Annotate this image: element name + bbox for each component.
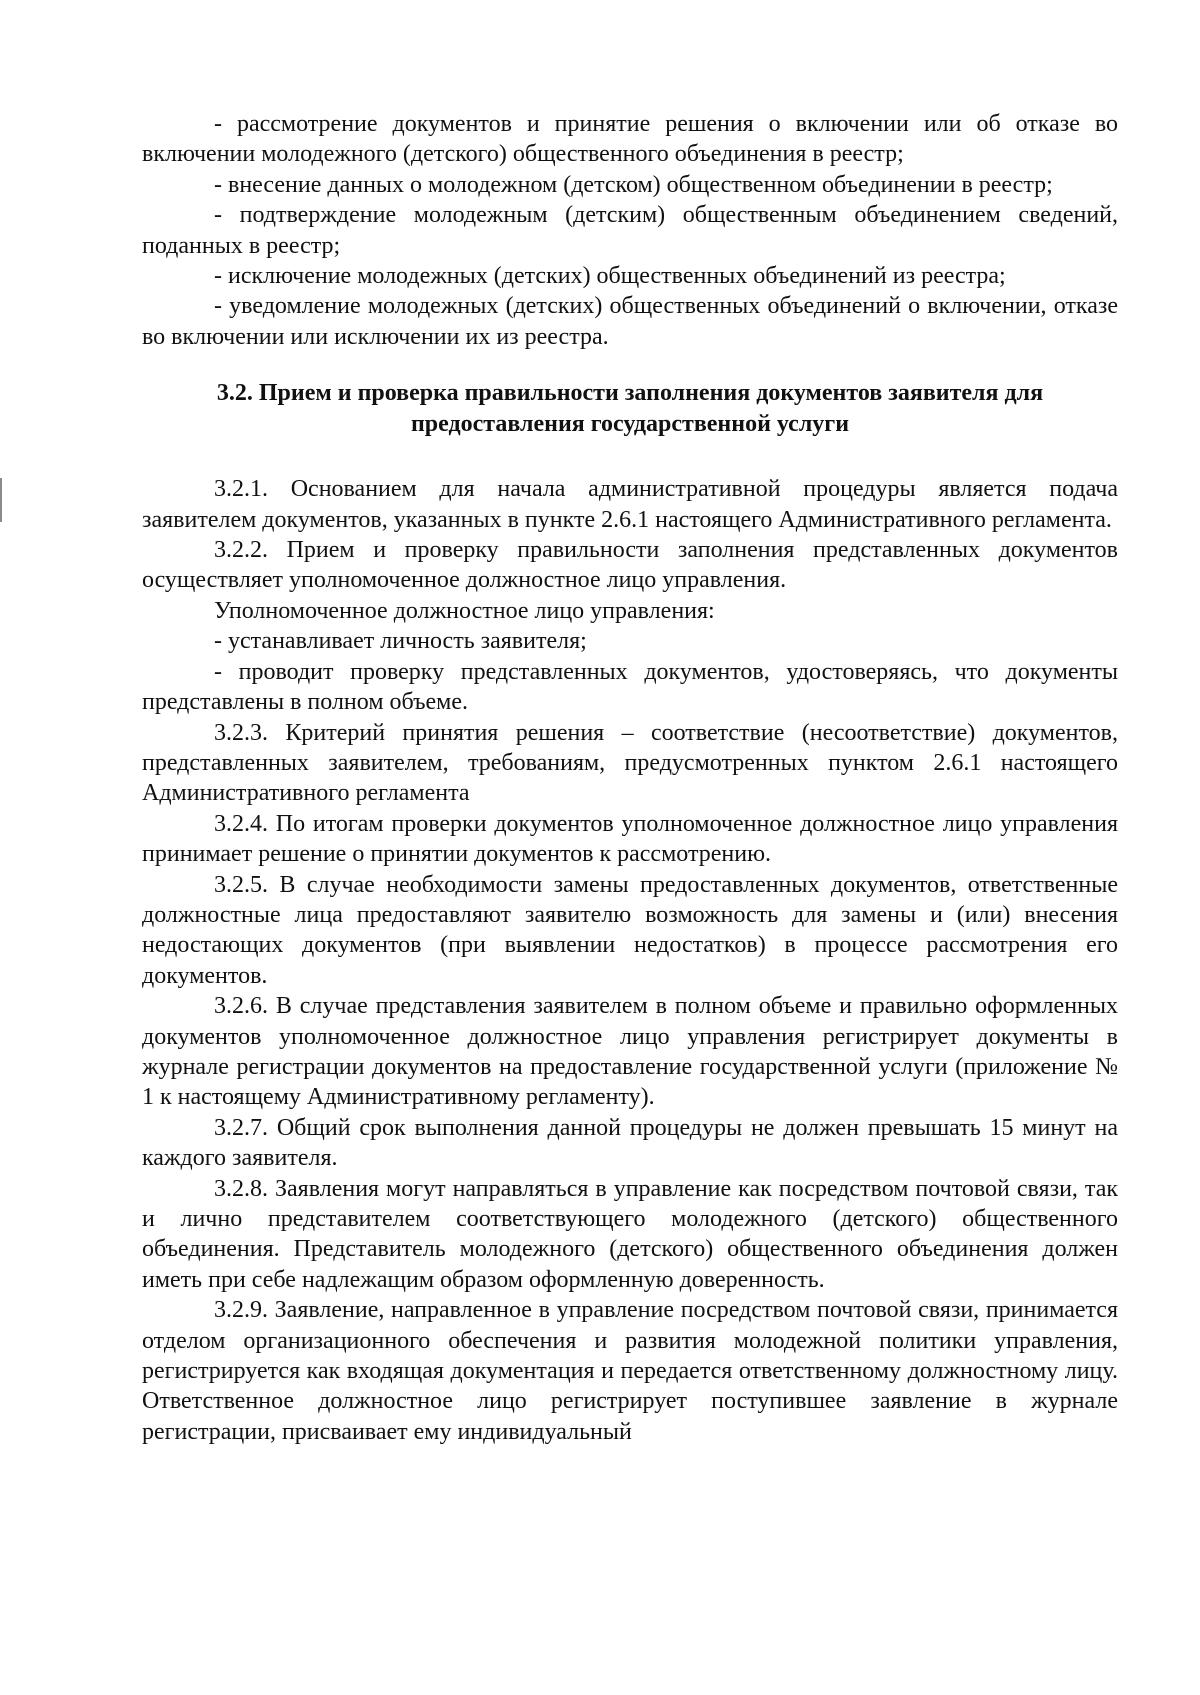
intro-item: - исключение молодежных (детских) общественных объединений из реестра; <box>214 263 1006 290</box>
intro-item: - рассмотрение документов и принятие решения о включении или об отказе во включении молодежного (детского) общественного объединения в реестр; <box>142 111 1118 168</box>
paragraph-3-2-9: 3.2.9. Заявление, направленное в управление посредством почтовой связи, принимается отделом организационного обеспечения и развития молодежной политики управления, регистрируется как входящая документация и передается ответственному должностному лицу. Ответственное должностное лицо регистрирует поступившее заявление в журнале регистрации, присваивает ему индивидуальный <box>142 1297 1118 1445</box>
intro-item: - подтверждение молодежным (детским) общественным объединением сведений, поданных в реестр; <box>142 202 1118 259</box>
list-item: - проводит проверку представленных документов, удостоверяясь, что документы представлены в полном объеме. <box>142 658 1118 716</box>
section-heading: 3.2. Прием и проверка правильности заполнения документов заявителя для предоставления государственной услуги <box>216 380 1044 438</box>
list-item: - устанавливает личность заявителя; <box>214 628 587 655</box>
paragraph-3-2-2: 3.2.2. Прием и проверку правильности заполнения представленных документов осуществляет уполномоченное должностное лицо управления. <box>142 537 1118 594</box>
paragraph-3-2-5: 3.2.5. В случае необходимости замены предоставленных документов, ответственные должностные лица предоставляют заявителю возможность для замены и (или) внесения недостающих документов (при выявлении недостатков) в процессе рассмотрения его документов. <box>142 871 1118 989</box>
intro-item: - внесение данных о молодежном (детском) общественном объединении в реестр; <box>214 171 1053 198</box>
paragraph-3-2-6: 3.2.6. В случае представления заявителем в полном объеме и правильно оформленных документов уполномоченное должностное лицо управления регистрирует документы в журнале регистрации документов на предоставление государственной услуги (приложение № 1 к настоящему Административному регламенту). <box>142 993 1118 1111</box>
intro-item: - уведомление молодежных (детских) общественных объединений о включении, отказе во включении или исключении их из реестра. <box>142 293 1118 350</box>
paragraph-3-2-7: 3.2.7. Общий срок выполнения данной процедуры не должен превышать 15 минут на каждого заявителя. <box>142 1114 1118 1172</box>
paragraph-3-2-8: 3.2.8. Заявления могут направляться в управление как посредством почтовой связи, так и лично представителем соответствующего молодежного (детского) общественного объединения. Представитель молодежного (детского) общественного объединения должен иметь при себе надлежащим образом оформленную доверенность. <box>142 1175 1118 1293</box>
scan-edge-mark <box>0 478 2 522</box>
document-body <box>142 109 1118 1447</box>
paragraph-3-2-1: 3.2.1. Основанием для начала административной процедуры является подача заявителем документов, указанных в пункте 2.6.1 настоящего Административного регламента. <box>142 476 1118 533</box>
paragraph-3-2-3: 3.2.3. Критерий принятия решения – соответствие (несоответствие) документов, представленных заявителем, требованиям, предусмотренных пунктом 2.6.1 настоящего Административного регламента <box>142 719 1118 807</box>
section-paragraphs <box>142 474 1118 1447</box>
paragraph-3-2-4: 3.2.4. По итогам проверки документов уполномоченное должностное лицо управления принимает решение о принятии документов к рассмотрению. <box>142 810 1118 868</box>
paragraph-authorized-person: Уполномоченное должностное лицо управления: <box>214 597 715 624</box>
